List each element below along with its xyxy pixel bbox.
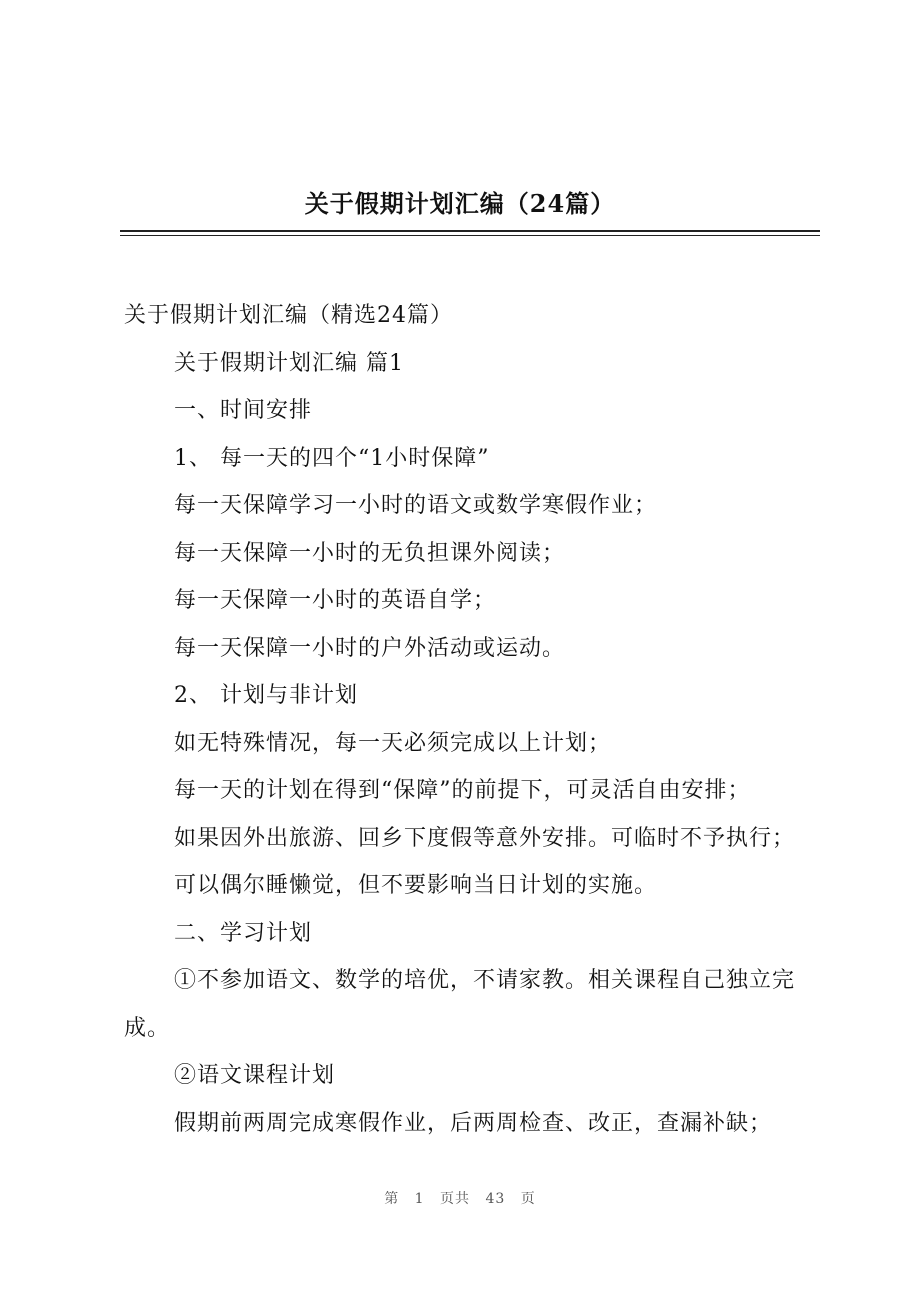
body-paragraph: ①不参加语文、数学的培优，不请家教。相关课程自己独立完成。 [124,968,796,1041]
section-heading: 二、学习计划 [174,920,313,946]
body-paragraph: 每一天保障学习一小时的语文或数学寒假作业； [174,493,658,518]
body-paragraph: 每一天的计划在得到“保障”的前提下，可灵活自由安排； [174,778,751,803]
body-paragraph: 每一天保障一小时的无负担课外阅读； [174,540,566,566]
body-paragraph: 关于假期计划汇编（精选24篇） [124,303,453,328]
body-paragraph: 可以偶尔睡懒觉，但不要影响当日计划的实施。 [174,873,658,898]
title-rule-thick [120,230,820,232]
page-footer [0,1188,920,1208]
document-body [124,292,824,1147]
body-paragraph: 关于假期计划汇编 篇1 [174,350,404,376]
body-paragraph: 每一天保障一小时的英语自学； [174,588,497,613]
body-paragraph: 如果因外出旅游、回乡下度假等意外安排。可临时不予执行； [174,825,796,851]
footer-label-prefix: 第 [384,1191,400,1207]
body-paragraph: 如无特殊情况，每一天必须完成以上计划； [174,730,612,756]
footer-label-suffix: 页 [520,1191,536,1207]
body-paragraph: 2、 计划与非计划 [174,683,358,708]
body-paragraph: 每一天保障一小时的户外活动或运动。 [174,635,566,661]
document-title: 关于假期计划汇编（24篇） [304,189,616,218]
body-paragraph: 1、 每一天的四个“1小时保障” [174,445,490,471]
body-paragraph: 假期前两周完成寒假作业，后两周检查、改正，查漏补缺； [174,1110,773,1136]
title-rule-thin [120,235,820,236]
footer-current-page: 1 [414,1191,425,1207]
body-paragraph: ②语文课程计划 [174,1063,336,1088]
section-heading: 一、时间安排 [174,398,313,423]
footer-total-pages: 43 [485,1191,506,1207]
footer-label-middle: 页共 [440,1191,471,1207]
